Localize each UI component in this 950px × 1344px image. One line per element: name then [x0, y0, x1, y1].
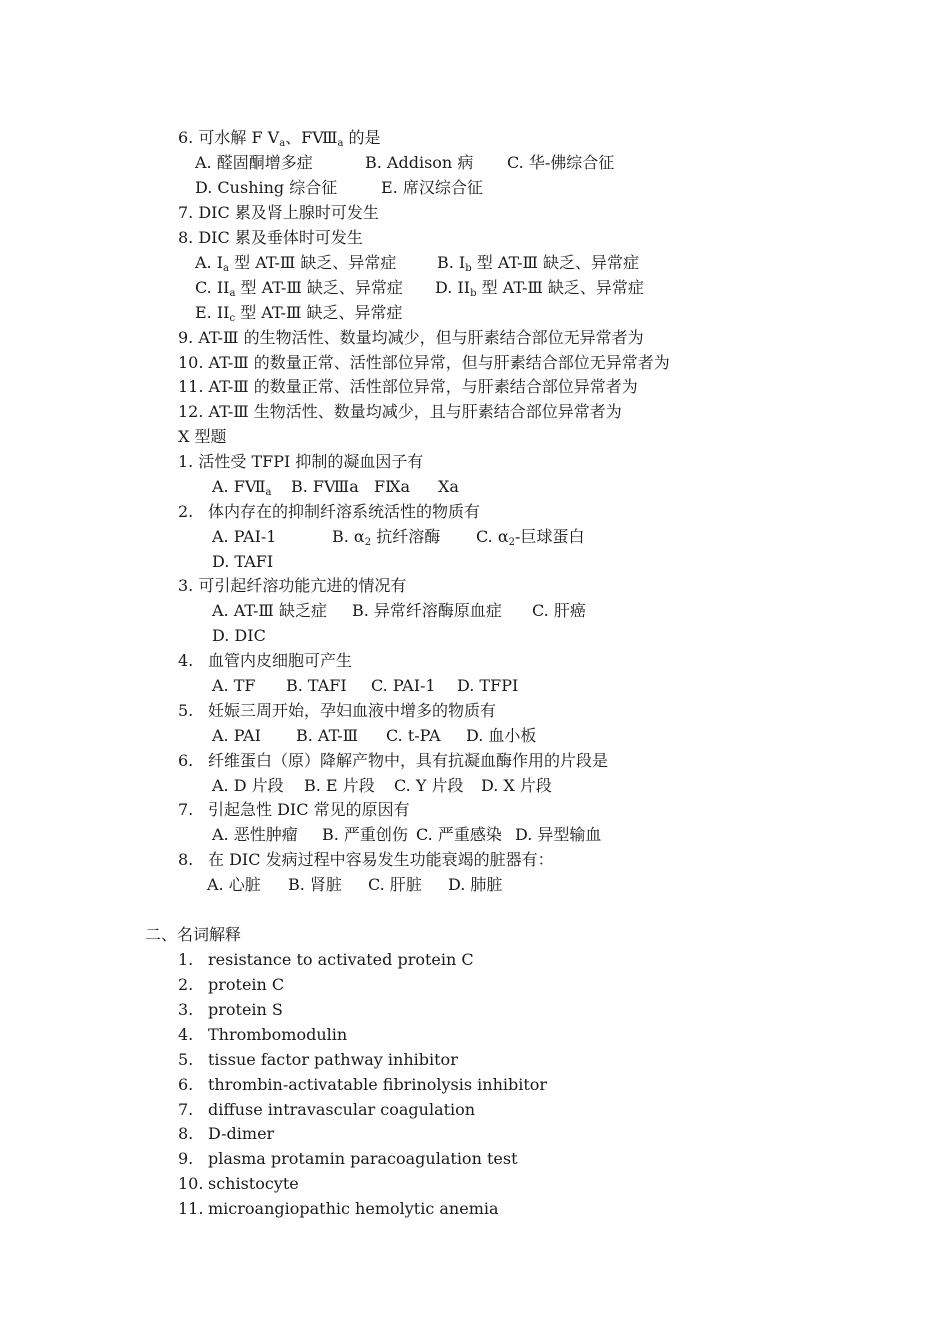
x-q8-option-b: B. 肾脏: [288, 875, 342, 894]
x-q2-option-d: D. TAFI: [212, 552, 274, 571]
x-q8-option-d: D. 肺脏: [448, 875, 503, 894]
term-item: 9. plasma protamin paracoagulation test: [178, 1149, 518, 1168]
x-q2-option-b: B. $\alpha_2$ 抗纤溶酶: [332, 527, 441, 548]
x-q2-option-a: A. PAI-1: [212, 527, 277, 546]
x-q1-option-b: B. FⅧa: [291, 477, 359, 496]
q8-option-a: A. $I_a$ 型 AT-Ⅲ 缺乏、异常症: [195, 253, 397, 274]
x-q6-option-a: A. D 片段: [212, 776, 284, 795]
x-question-4-stem: 4. 血管内皮细胞可产生: [178, 651, 353, 670]
q8-option-c: C. $II_a$ 型 AT-Ⅲ 缺乏、异常症: [195, 278, 403, 299]
term-item: 7. diffuse intravascular coagulation: [178, 1100, 476, 1119]
x-q5-option-b: B. AT-Ⅲ: [296, 726, 359, 745]
x-q7-option-a: A. 恶性肿瘤: [212, 825, 298, 844]
q6-option-b: B. Addison 病: [365, 153, 474, 172]
x-q3-option-a: A. AT-Ⅲ 缺乏症: [212, 601, 327, 620]
x-q5-option-d: D. 血小板: [466, 726, 537, 745]
x-q7-option-c: C. 严重感染: [416, 825, 502, 844]
term-item: 1. resistance to activated protein C: [178, 950, 474, 969]
x-q4-option-b: B. TAFI: [286, 676, 347, 695]
question-7: 7. DIC 累及肾上腺时可发生: [178, 203, 379, 222]
x-q4-option-d: D. TFPI: [457, 676, 519, 695]
term-item: 2. protein C: [178, 975, 285, 994]
x-q2-option-c: C. $\alpha_2-$巨球蛋白: [476, 527, 585, 548]
x-q1-option-c: FⅨa: [374, 477, 411, 496]
x-q7-option-d: D. 异型输血: [515, 825, 602, 844]
question-11: 11. AT-Ⅲ 的数量正常、活性部位异常，与肝素结合部位异常者为: [178, 377, 638, 396]
term-item: 4. Thrombomodulin: [178, 1025, 348, 1044]
x-q7-option-b: B. 严重创伤: [322, 825, 408, 844]
x-q5-option-a: A. PAI: [212, 726, 261, 745]
x-q6-option-b: B. E 片段: [304, 776, 375, 795]
x-q8-option-c: C. 肝脏: [368, 875, 422, 894]
q8-option-d: D. $II_b$ 型 AT-Ⅲ 缺乏、异常症: [435, 278, 644, 299]
x-q4-option-c: C. PAI-1: [371, 676, 436, 695]
question-9: 9. AT-Ⅲ 的生物活性、数量均减少，但与肝素结合部位无异常者为: [178, 328, 644, 347]
term-item: 3. protein S: [178, 1000, 283, 1019]
section-2-heading: 二、名词解释: [145, 925, 242, 944]
term-item: 6. thrombin-activatable fibrinolysis inhibitor: [178, 1075, 548, 1094]
term-item: 8. D-dimer: [178, 1124, 275, 1143]
q6-option-d: D. Cushing 综合征: [195, 178, 338, 197]
q6-option-a: A. 醛固酮增多症: [195, 153, 313, 172]
term-item: 11. microangiopathic hemolytic anemia: [178, 1199, 499, 1218]
x-question-8-stem: 8. 在 DIC 发病过程中容易发生功能衰竭的脏器有：: [178, 850, 554, 869]
q6-option-c: C. 华-佛综合征: [507, 153, 615, 172]
term-item: 5. tissue factor pathway inhibitor: [178, 1050, 458, 1069]
x-question-2-stem: 2. 体内存在的抑制纤溶系统活性的物质有: [178, 502, 481, 521]
x-question-5-stem: 5. 妊娠三周开始，孕妇血液中增多的物质有: [178, 701, 497, 720]
x-question-6-stem: 6. 纤维蛋白（原）降解产物中，具有抗凝血酶作用的片段是: [178, 751, 609, 770]
x-q6-option-d: D. X 片段: [481, 776, 552, 795]
x-q4-option-a: A. TF: [212, 676, 256, 695]
x-q6-option-c: C. Y 片段: [394, 776, 464, 795]
x-type-heading: X 型题: [178, 427, 227, 446]
question-12: 12. AT-Ⅲ 生物活性、数量均减少，且与肝素结合部位异常者为: [178, 402, 622, 421]
x-q3-option-c: C. 肝癌: [532, 601, 586, 620]
x-q5-option-c: C. t-PA: [386, 726, 441, 745]
x-q1-option-a: A. $FⅦ_a$: [212, 477, 272, 498]
term-item: 10. schistocyte: [178, 1174, 299, 1193]
x-q3-option-d: D. DIC: [212, 626, 266, 645]
x-q3-option-b: B. 异常纤溶酶原血症: [352, 601, 502, 620]
x-q1-option-d: Ⅹa: [438, 477, 459, 496]
x-q8-option-a: A. 心脏: [207, 875, 261, 894]
x-question-7-stem: 7. 引起急性 DIC 常见的原因有: [178, 800, 410, 819]
question-8-stem: 8. DIC 累及垂体时可发生: [178, 228, 363, 247]
q8-option-e: E. $II_c$ 型 AT-Ⅲ 缺乏、异常症: [195, 303, 403, 324]
x-question-1-stem: 1. 活性受 TFPI 抑制的凝血因子有: [178, 452, 424, 471]
question-6-stem: 6. 可水解 F $Ⅴ_a$、$FⅧ_a$ 的是: [178, 128, 381, 149]
x-question-3-stem: 3. 可引起纤溶功能亢进的情况有: [178, 576, 407, 595]
question-10: 10. AT-Ⅲ 的数量正常、活性部位异常，但与肝素结合部位无异常者为: [178, 353, 670, 372]
q8-option-b: B. $I_b$ 型 AT-Ⅲ 缺乏、异常症: [437, 253, 640, 274]
q6-option-e: E. 席汉综合征: [381, 178, 483, 197]
